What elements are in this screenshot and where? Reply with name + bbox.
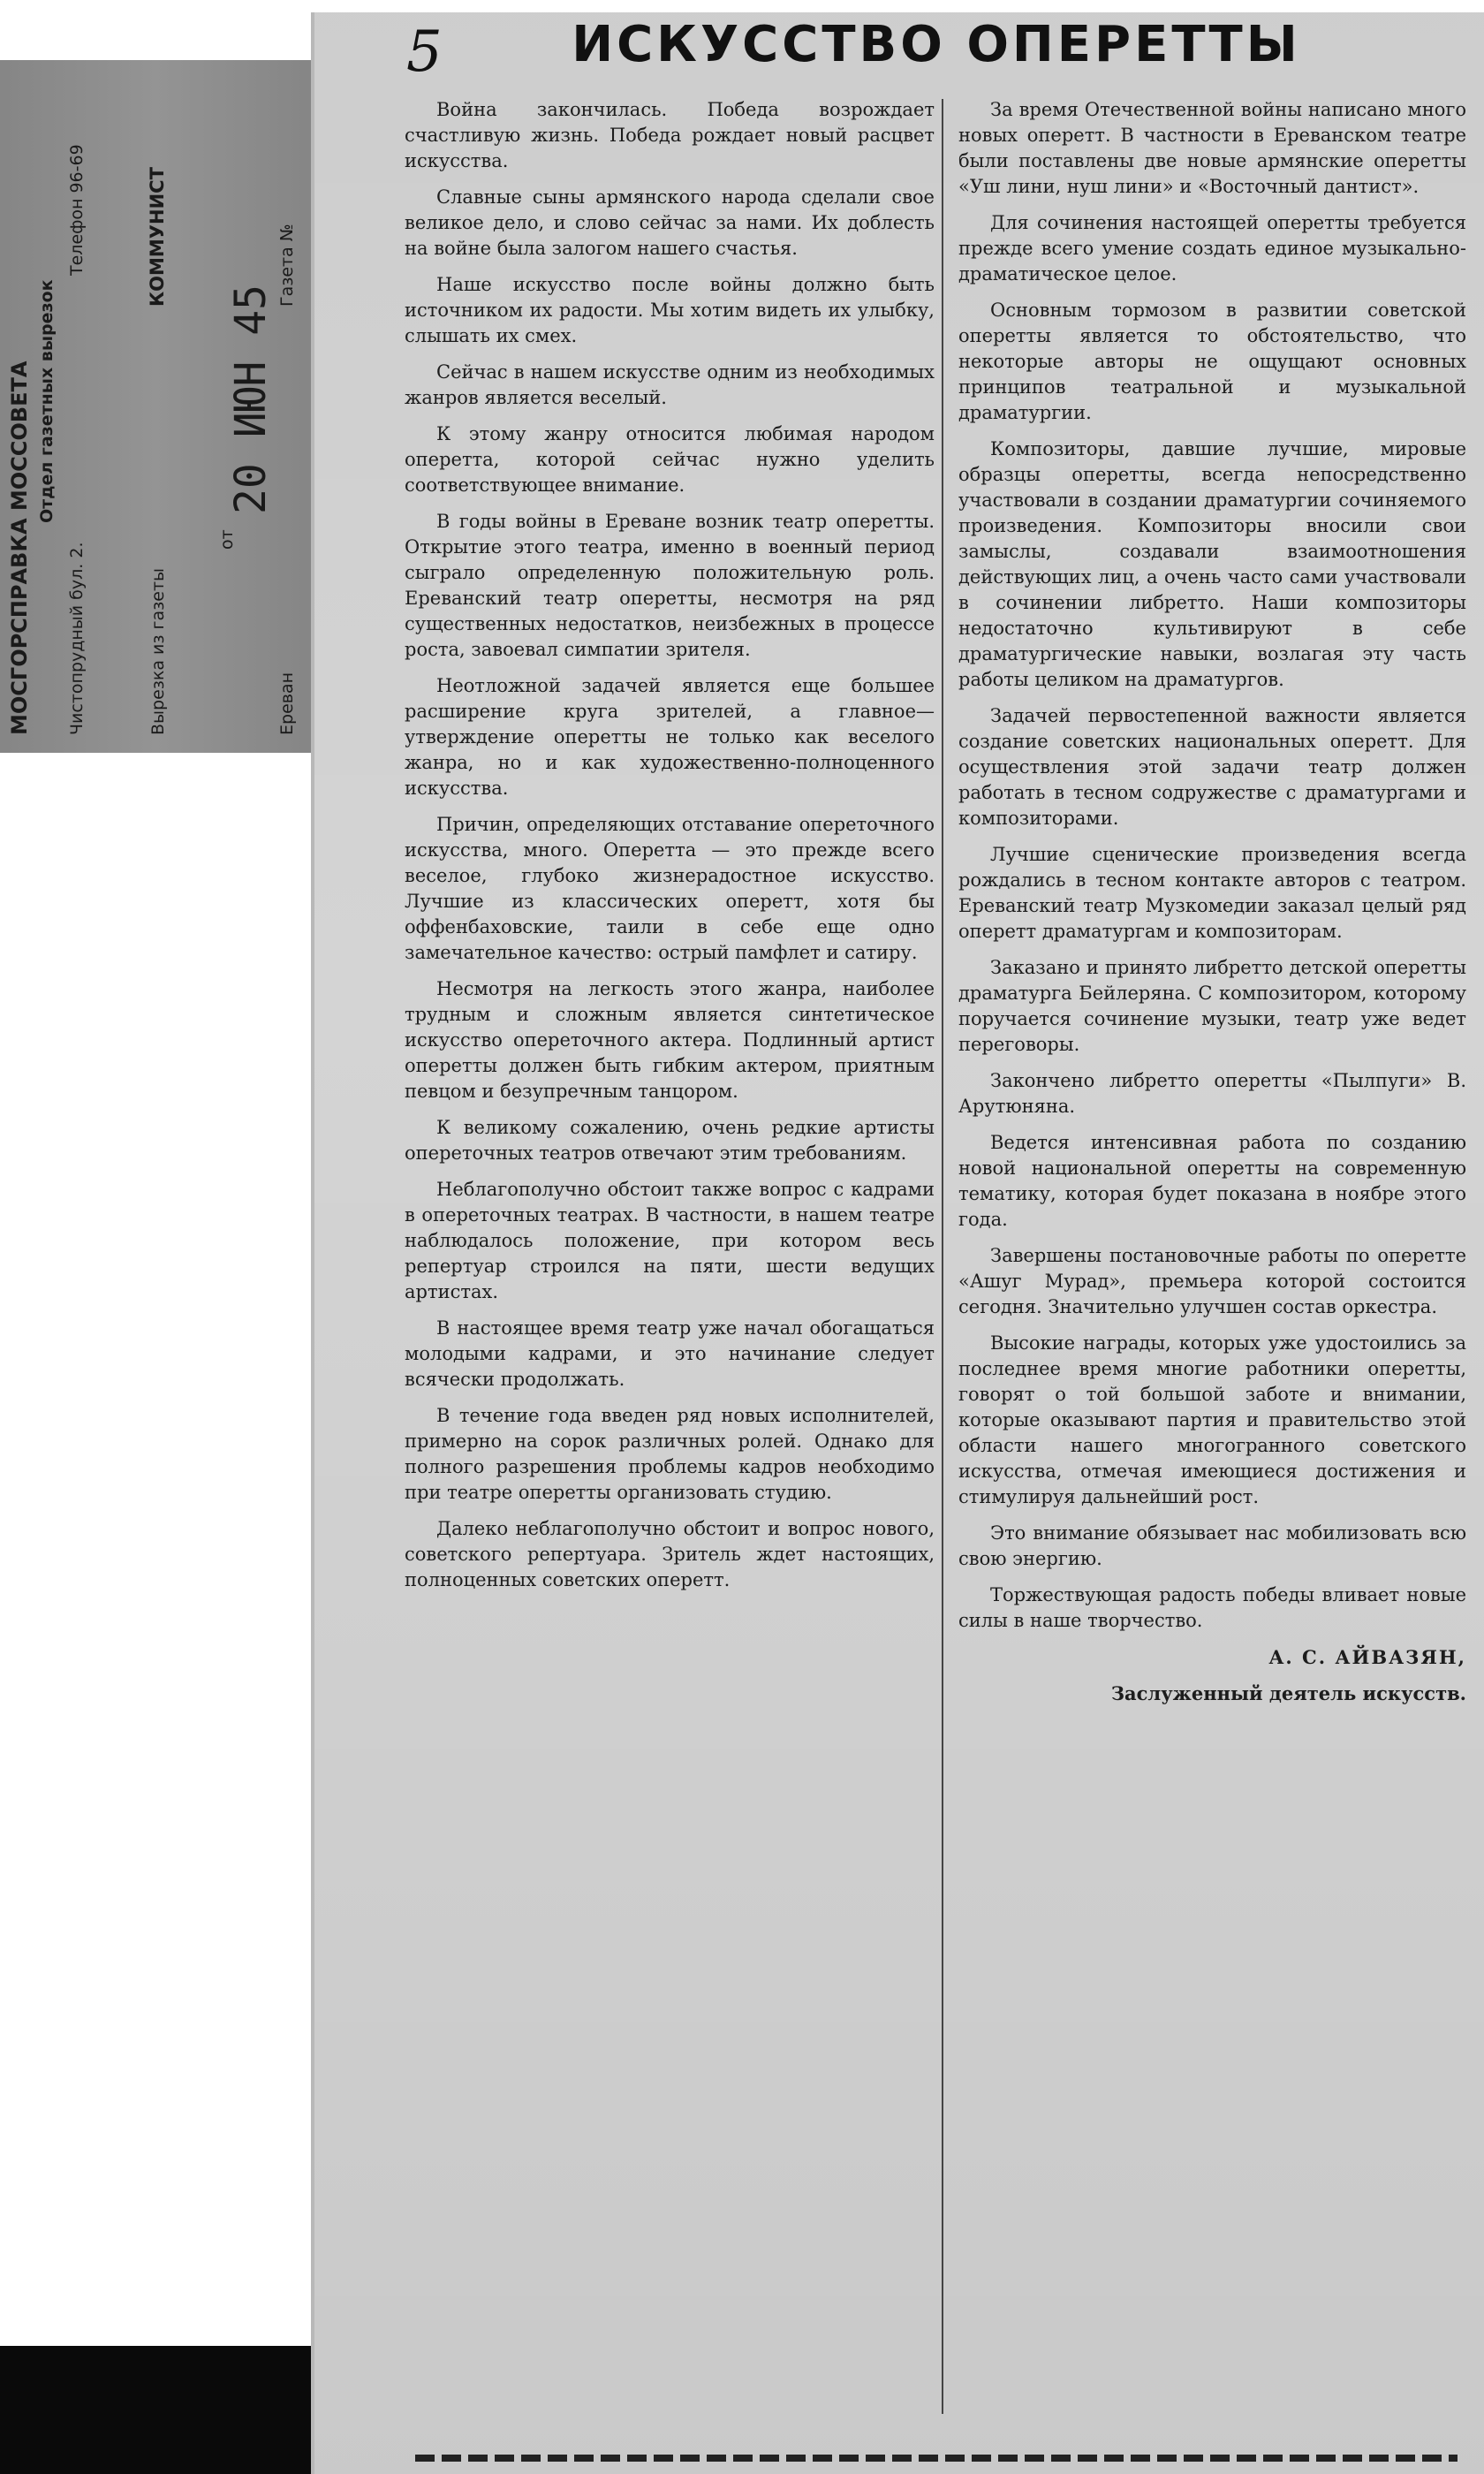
paragraph: Композиторы, давшие лучшие, мировые образцы оперетты, всегда непосредственно участвовали в создании драматургии сочиняемого произведения. Композиторы вносили свои замыслы, создавали взаимоотношения действующих лиц, а очень часто сами участвовали в сочинении либретто. Наши композиторы недостаточно культивируют в себе драматургические навыки, возлагая эту часть работы целиком на драматургов.	[958, 438, 1466, 690]
paragraph: Война закончилась. Победа возрождает счастливую жизнь. Победа рождает новый расцвет искусства.	[405, 99, 935, 171]
column-divider	[942, 99, 943, 2414]
archive-stamp	[0, 60, 311, 753]
article-column-2	[958, 97, 1466, 1717]
stamp-from-label: от	[217, 529, 237, 550]
author-title: Заслуженный деятель искусств.	[1110, 1682, 1466, 1704]
paragraph: Неотложной задачей является еще большее расширение круга зрителей, а главное—утверждение оперетты не только как веселого жанра, но и как художественно-полноценного искусства.	[405, 675, 935, 799]
paragraph: Наше искусство после войны должно быть источником их радости. Мы хотим видеть их улыбку, слышать их смех.	[405, 274, 935, 346]
stamp-org: МОСГОРСПРАВКА МОССОВЕТА	[7, 360, 32, 735]
stamp-clipping-label: Вырезка из газеты	[148, 567, 168, 735]
paragraph: Основным тормозом в развитии советской оперетты является то обстоятельство, что некоторые авторы не ощущают основных принципов театральной и музыкальной драматургии.	[958, 300, 1466, 423]
stamp-newspaper: КОММУНИСТ	[147, 167, 168, 307]
paragraph: Неблагополучно обстоит также вопрос с кадрами в опереточных театрах. В частности, в нашем театре наблюдалось положение, при котором весь репертуар строился на пяти, шести ведущих артистах.	[405, 1179, 935, 1302]
paragraph: Это внимание обязывает нас мобилизовать всю свою энергию.	[958, 1522, 1466, 1569]
stamp-phone: Телефон 96-69	[67, 144, 87, 276]
paragraph: Причин, определяющих отставание опереточного искусства, много. Оперетта — это прежде всего веселое, глубоко жизнерадостное искусство. Лучшие из классических оперетт, хотя бы оффенбаховские, таили в себе еще одно замечательное качество: острый памфлет и сатиру.	[405, 814, 935, 963]
paragraph: Для сочинения настоящей оперетты требуется прежде всего умение создать единое музыкально-драматическое целое.	[958, 212, 1466, 285]
stamp-city: Ереван	[277, 672, 297, 735]
stamp-address: Чистопрудный бул. 2.	[67, 542, 87, 735]
paragraph: Славные сыны армянского народа сделали свое великое дело, и слово сейчас за нами. Их доблесть на войне была залогом нашего счастья.	[405, 186, 935, 259]
article-column-1	[405, 97, 935, 1604]
stamp-gazette-no: Газета №	[277, 224, 297, 307]
bottom-border-rule	[415, 2455, 1458, 2462]
paragraph: Высокие награды, которых уже удостоились за последнее время многие работники оперетты, говорят о той большой заботе и внимании, которые оказывают партия и правительство этой области нашего многогранного советского искусства, отмечая имеющиеся достижения и стимулируя дальнейший рост.	[958, 1332, 1466, 1507]
paragraph: Завершены постановочные работы по оперетте «Ашуг Мурад», премьера которой состоится сегодня. Значительно улучшен состав оркестра.	[958, 1245, 1466, 1317]
article-title: ИСКУССТВО ОПЕРЕТТЫ	[572, 16, 1301, 73]
paragraph: Торжествующая радость победы вливает новые силы в наше творчество.	[958, 1584, 1466, 1631]
paragraph: Ведется интенсивная работа по созданию новой национальной оперетты на современную тематику, которая будет показана в ноябре этого года.	[958, 1132, 1466, 1230]
paragraph: Заказано и принято либретто детской оперетты драматурга Бейлеряна. С композитором, которому поручается сочинение музыки, театр уже ведет переговоры.	[958, 957, 1466, 1055]
stamp-date: 20 ИЮН 45	[226, 284, 276, 514]
paragraph: В течение года введен ряд новых исполнителей, примерно на сорок различных ролей. Однако для полного разрешения проблемы кадров необходимо при театре оперетты организовать студию.	[405, 1405, 935, 1503]
paragraph: В настоящее время театр уже начал обогащаться молодыми кадрами, и это начинание следует всячески продолжать.	[405, 1317, 935, 1390]
author-name: А. С. АЙВАЗЯН,	[1268, 1646, 1466, 1668]
paragraph: В годы войны в Ереване возник театр оперетты. Открытие этого театра, именно в военный период сыграло определенную положительную роль. Ереванский театр оперетты, несмотря на ряд существенных недостатков, неизбежных в процессе роста, завоевал симпатии зрителя.	[405, 511, 935, 660]
paragraph: Далеко неблагополучно обстоит и вопрос нового, советского репертуара. Зритель ждет настоящих, полноценных советских оперетт.	[405, 1518, 935, 1590]
paragraph: К великому сожалению, очень редкие артисты опереточных театров отвечают этим требованиям.	[405, 1117, 935, 1164]
paragraph: За время Отечественной войны написано много новых оперетт. В частности в Ереванском театре были поставлены две новые армянские оперетты «Уш лини, нуш лини» и «Восточный дантист».	[958, 99, 1466, 197]
paragraph: Сейчас в нашем искусстве одним из необходимых жанров является веселый.	[405, 361, 935, 408]
paragraph: Задачей первостепенной важности является создание советских национальных оперетт. Для осуществления этой задачи театр должен работать в тесном содружестве с драматургами и композиторами.	[958, 705, 1466, 829]
paragraph: Лучшие сценические произведения всегда рождались в тесном контакте авторов с театром. Ереванский театр Музкомедии заказал целый ряд оперетт драматургам и композиторам.	[958, 844, 1466, 942]
stamp-dept: Отдел газетных вырезок	[37, 279, 57, 523]
paragraph: К этому жанру относится любимая народом оперетта, которой сейчас нужно уделить соответствующее внимание.	[405, 423, 935, 496]
article-number: 5	[406, 19, 443, 85]
paragraph: Несмотря на легкость этого жанра, наиболее трудным и сложным является синтетическое искусство опереточного актера. Подлинный артист оперетты должен быть гибким актером, приятным певцом и безупречным танцором.	[405, 978, 935, 1102]
paragraph: Закончено либретто оперетты «Пылпуги» В. Арутюняна.	[958, 1070, 1466, 1117]
